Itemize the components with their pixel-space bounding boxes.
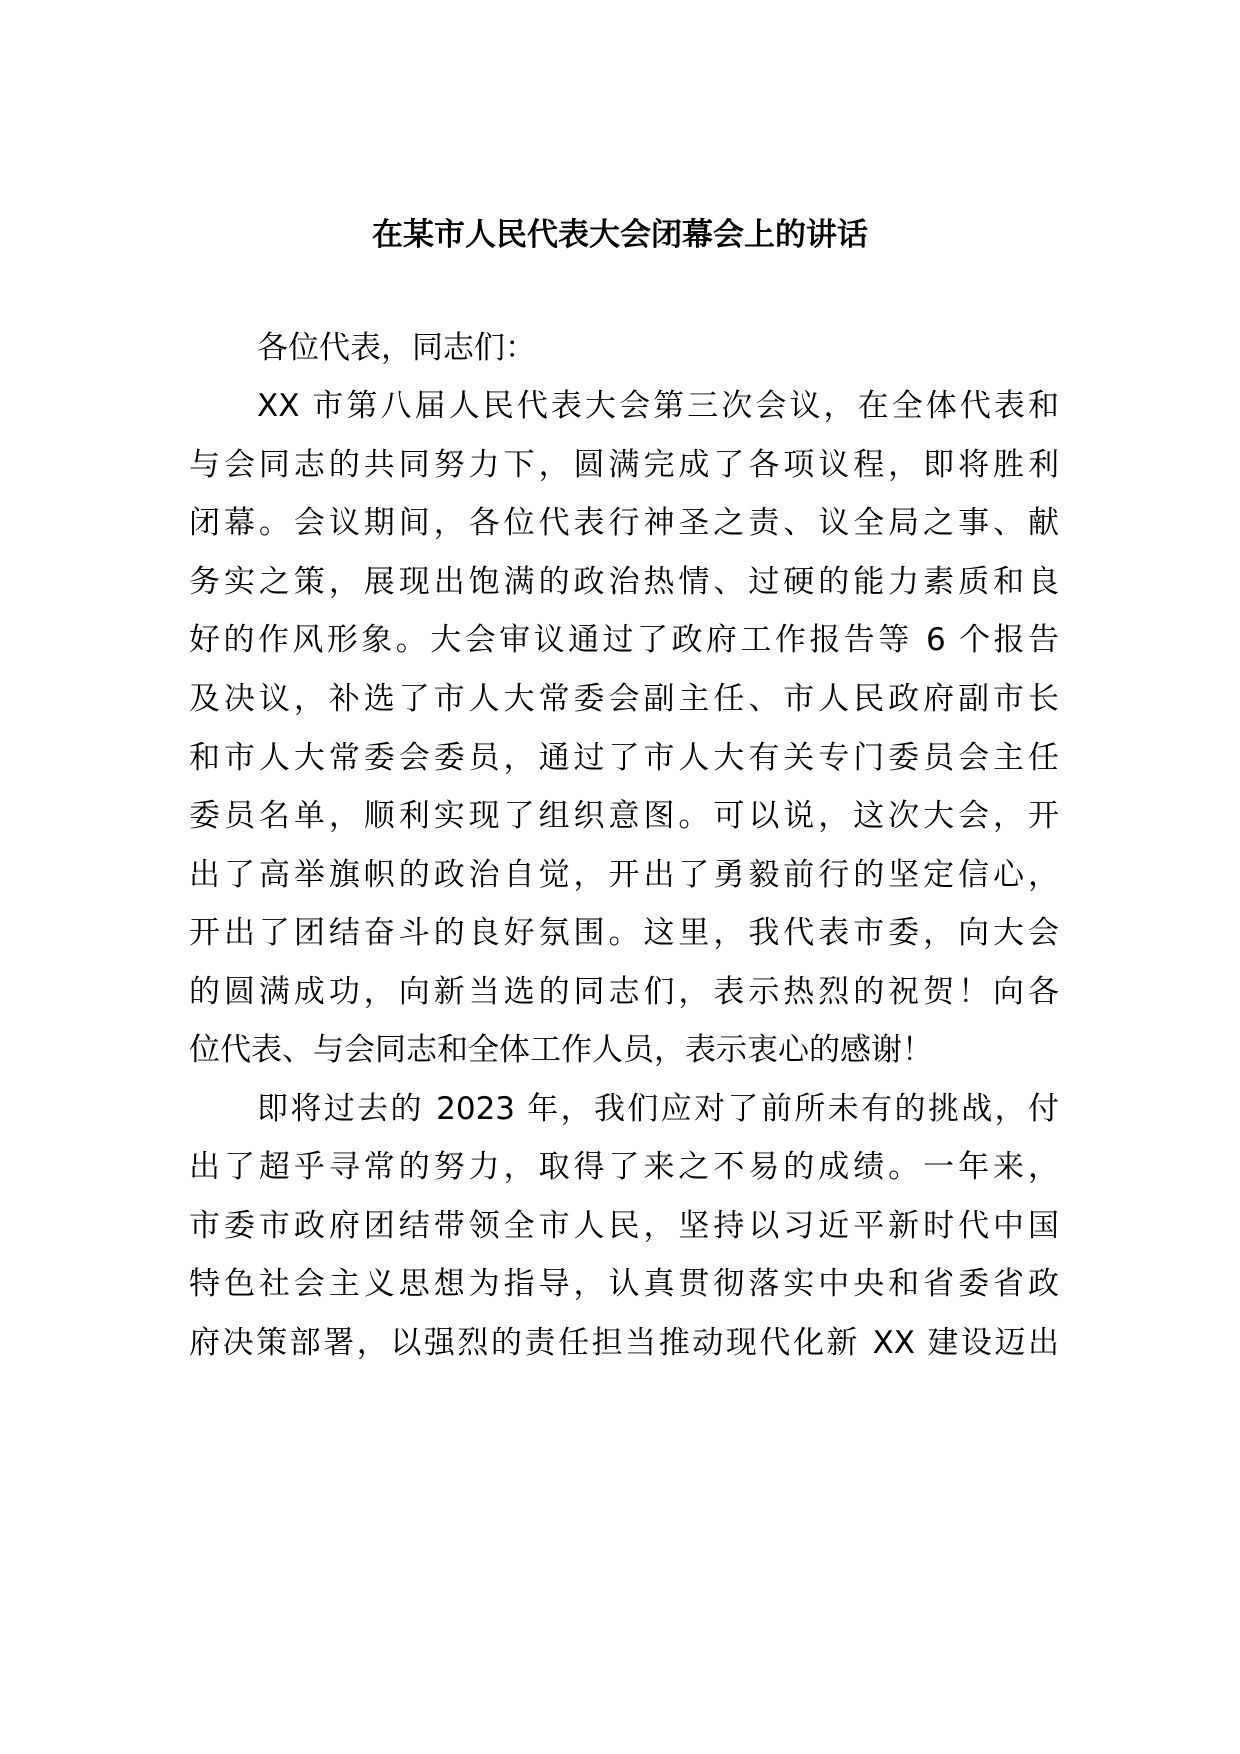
paragraph-line: XX 市第八届人民代表大会第三次会议，在全体代表和 bbox=[257, 388, 1059, 424]
paragraph-line: 闭幕。会议期间，各位代表行神圣之责、议全局之事、献 bbox=[189, 505, 1059, 541]
paragraph-line: 特色社会主义思想为指导，认真贯彻落实中央和省委省政 bbox=[189, 1266, 1059, 1302]
paragraph-line: 和市人大常委会委员，通过了市人大有关专门委员会主任 bbox=[189, 740, 1059, 776]
paragraph-line: 开出了团结奋斗的良好氛围。这里，我代表市委，向大会 bbox=[189, 915, 1059, 951]
paragraph-line: 务实之策，展现出饱满的政治热情、过硬的能力素质和良 bbox=[189, 564, 1059, 600]
document-title: 在某市人民代表大会闭幕会上的讲话 bbox=[372, 217, 868, 253]
paragraph-line: 出了高举旗帜的政治自觉，开出了勇毅前行的坚定信心， bbox=[189, 857, 1059, 893]
paragraph-line: 与会同志的共同努力下，圆满完成了各项议程，即将胜利 bbox=[189, 447, 1059, 483]
paragraph-line: 及决议，补选了市人大常委会副主任、市人民政府副市长 bbox=[189, 681, 1059, 717]
paragraph-line: 府决策部署，以强烈的责任担当推动现代化新 XX 建设迈出 bbox=[189, 1325, 1059, 1361]
paragraph-line: 好的作风形象。大会审议通过了政府工作报告等 6 个报告 bbox=[189, 622, 1059, 658]
paragraph-line: 位代表、与会同志和全体工作人员，表示衷心的感谢！ bbox=[189, 1032, 933, 1068]
paragraph-line: 委员名单，顺利实现了组织意图。可以说，这次大会，开 bbox=[189, 798, 1059, 834]
salutation-line: 各位代表，同志们： bbox=[257, 330, 536, 366]
paragraph-line: 的圆满成功，向新当选的同志们，表示热烈的祝贺！向各 bbox=[189, 974, 1059, 1010]
paragraph-line: 市委市政府团结带领全市人民，坚持以习近平新时代中国 bbox=[189, 1208, 1059, 1244]
paragraph-line: 出了超乎寻常的努力，取得了来之不易的成绩。一年来， bbox=[189, 1149, 1059, 1185]
paragraph-line: 即将过去的 2023 年，我们应对了前所未有的挑战，付 bbox=[257, 1091, 1059, 1127]
